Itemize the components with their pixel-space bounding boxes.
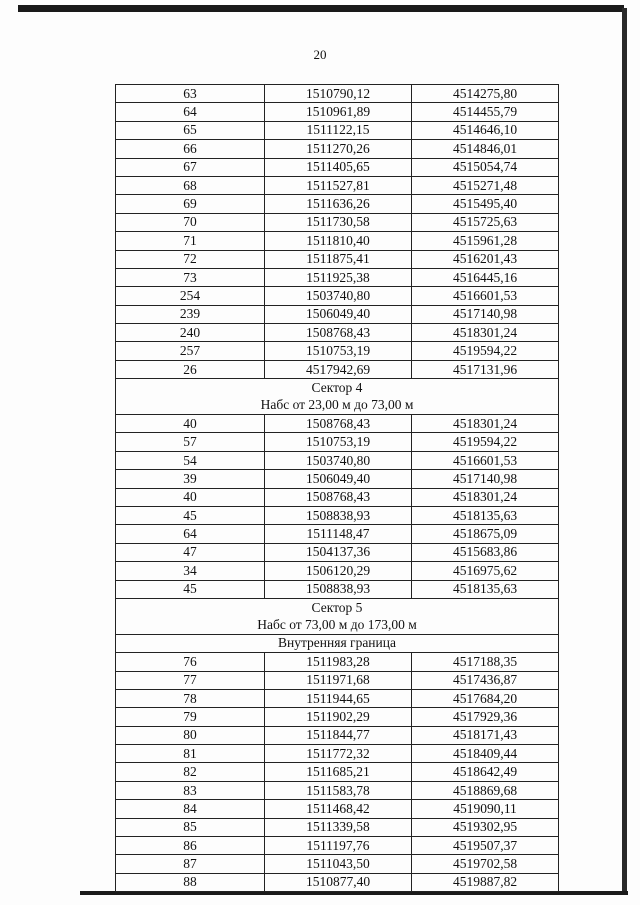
table-row	[116, 800, 559, 818]
y-coordinate-cell: 4518869,68	[412, 781, 559, 799]
x-coordinate-cell: 1508768,43	[265, 324, 412, 342]
table-row	[116, 158, 559, 176]
x-coordinate-cell: 1510877,40	[265, 873, 412, 891]
section-header-text: Сектор 4	[116, 379, 559, 397]
table-row	[116, 525, 559, 543]
x-coordinate-cell: 1506049,40	[265, 470, 412, 488]
y-coordinate-cell: 4518135,63	[412, 506, 559, 524]
y-coordinate-cell: 4515725,63	[412, 213, 559, 231]
point-number-cell: 69	[116, 195, 265, 213]
section-header-row	[116, 598, 559, 616]
point-number-cell: 72	[116, 250, 265, 268]
x-coordinate-cell: 1511925,38	[265, 268, 412, 286]
point-number-cell: 68	[116, 176, 265, 194]
point-number-cell: 80	[116, 726, 265, 744]
point-number-cell: 73	[116, 268, 265, 286]
table-row	[116, 305, 559, 323]
x-coordinate-cell: 1510961,89	[265, 103, 412, 121]
section-header-text: Набс от 23,00 м до 73,00 м	[116, 397, 559, 415]
y-coordinate-cell: 4514646,10	[412, 121, 559, 139]
y-coordinate-cell: 4515683,86	[412, 543, 559, 561]
y-coordinate-cell: 4518642,49	[412, 763, 559, 781]
y-coordinate-cell: 4517188,35	[412, 653, 559, 671]
x-coordinate-cell: 1508768,43	[265, 488, 412, 506]
x-coordinate-cell: 1511772,32	[265, 745, 412, 763]
table-row	[116, 85, 559, 103]
table-row	[116, 195, 559, 213]
point-number-cell: 45	[116, 506, 265, 524]
x-coordinate-cell: 1511844,77	[265, 726, 412, 744]
x-coordinate-cell: 1511148,47	[265, 525, 412, 543]
y-coordinate-cell: 4517436,87	[412, 671, 559, 689]
x-coordinate-cell: 1508838,93	[265, 580, 412, 598]
point-number-cell: 77	[116, 671, 265, 689]
x-coordinate-cell: 1511685,21	[265, 763, 412, 781]
x-coordinate-cell: 1511339,58	[265, 818, 412, 836]
x-coordinate-cell: 1511527,81	[265, 176, 412, 194]
y-coordinate-cell: 4515054,74	[412, 158, 559, 176]
page-number: 20	[313, 47, 327, 62]
y-coordinate-cell: 4519594,22	[412, 433, 559, 451]
x-coordinate-cell: 1508838,93	[265, 506, 412, 524]
y-coordinate-cell: 4516201,43	[412, 250, 559, 268]
point-number-cell: 86	[116, 837, 265, 855]
y-coordinate-cell: 4514455,79	[412, 103, 559, 121]
table-row	[116, 689, 559, 707]
point-number-cell: 63	[116, 85, 265, 103]
table-row	[116, 324, 559, 342]
point-number-cell: 66	[116, 140, 265, 158]
point-number-cell: 78	[116, 689, 265, 707]
section-header-text: Набс от 73,00 м до 173,00 м	[116, 616, 559, 634]
x-coordinate-cell: 1511405,65	[265, 158, 412, 176]
x-coordinate-cell: 1511983,28	[265, 653, 412, 671]
x-coordinate-cell: 4517942,69	[265, 360, 412, 378]
table-row	[116, 562, 559, 580]
scan-border-right	[622, 8, 627, 893]
table-row	[116, 415, 559, 433]
point-number-cell: 64	[116, 103, 265, 121]
point-number-cell: 70	[116, 213, 265, 231]
y-coordinate-cell: 4518409,44	[412, 745, 559, 763]
point-number-cell: 88	[116, 873, 265, 891]
point-number-cell: 240	[116, 324, 265, 342]
y-coordinate-cell: 4516975,62	[412, 562, 559, 580]
point-number-cell: 82	[116, 763, 265, 781]
y-coordinate-cell: 4519702,58	[412, 855, 559, 873]
table-row	[116, 451, 559, 469]
section-header-row	[116, 379, 559, 397]
coordinates-table	[115, 84, 559, 892]
x-coordinate-cell: 1511043,50	[265, 855, 412, 873]
table-row	[116, 873, 559, 891]
point-number-cell: 26	[116, 360, 265, 378]
section-header-text: Сектор 5	[116, 598, 559, 616]
x-coordinate-cell: 1511902,29	[265, 708, 412, 726]
x-coordinate-cell: 1511122,15	[265, 121, 412, 139]
point-number-cell: 71	[116, 232, 265, 250]
y-coordinate-cell: 4519302,95	[412, 818, 559, 836]
section-header-text: Внутренняя граница	[116, 634, 559, 652]
table-row	[116, 470, 559, 488]
table-row	[116, 250, 559, 268]
x-coordinate-cell: 1511636,26	[265, 195, 412, 213]
table-row	[116, 433, 559, 451]
table-row	[116, 763, 559, 781]
y-coordinate-cell: 4519594,22	[412, 342, 559, 360]
y-coordinate-cell: 4517929,36	[412, 708, 559, 726]
point-number-cell: 57	[116, 433, 265, 451]
y-coordinate-cell: 4517140,98	[412, 305, 559, 323]
x-coordinate-cell: 1510753,19	[265, 342, 412, 360]
table-row	[116, 818, 559, 836]
table-row	[116, 781, 559, 799]
x-coordinate-cell: 1506120,29	[265, 562, 412, 580]
table-row	[116, 488, 559, 506]
x-coordinate-cell: 1503740,80	[265, 451, 412, 469]
point-number-cell: 76	[116, 653, 265, 671]
point-number-cell: 79	[116, 708, 265, 726]
point-number-cell: 85	[116, 818, 265, 836]
point-number-cell: 87	[116, 855, 265, 873]
y-coordinate-cell: 4517131,96	[412, 360, 559, 378]
y-coordinate-cell: 4515271,48	[412, 176, 559, 194]
table-row	[116, 103, 559, 121]
point-number-cell: 83	[116, 781, 265, 799]
x-coordinate-cell: 1511730,58	[265, 213, 412, 231]
point-number-cell: 45	[116, 580, 265, 598]
table-row	[116, 855, 559, 873]
x-coordinate-cell: 1511875,41	[265, 250, 412, 268]
x-coordinate-cell: 1503740,80	[265, 287, 412, 305]
x-coordinate-cell: 1510753,19	[265, 433, 412, 451]
point-number-cell: 81	[116, 745, 265, 763]
table-row	[116, 176, 559, 194]
x-coordinate-cell: 1511197,76	[265, 837, 412, 855]
x-coordinate-cell: 1511810,40	[265, 232, 412, 250]
table-row	[116, 213, 559, 231]
y-coordinate-cell: 4518135,63	[412, 580, 559, 598]
y-coordinate-cell: 4516601,53	[412, 287, 559, 305]
table-row	[116, 653, 559, 671]
section-header-row	[116, 616, 559, 634]
table-row	[116, 121, 559, 139]
point-number-cell: 34	[116, 562, 265, 580]
y-coordinate-cell: 4518301,24	[412, 324, 559, 342]
table-row	[116, 287, 559, 305]
x-coordinate-cell: 1508768,43	[265, 415, 412, 433]
x-coordinate-cell: 1511944,65	[265, 689, 412, 707]
section-header-row	[116, 397, 559, 415]
y-coordinate-cell: 4519887,82	[412, 873, 559, 891]
x-coordinate-cell: 1504137,36	[265, 543, 412, 561]
point-number-cell: 84	[116, 800, 265, 818]
point-number-cell: 40	[116, 488, 265, 506]
y-coordinate-cell: 4516601,53	[412, 451, 559, 469]
table-row	[116, 837, 559, 855]
x-coordinate-cell: 1506049,40	[265, 305, 412, 323]
table-row	[116, 232, 559, 250]
point-number-cell: 47	[116, 543, 265, 561]
y-coordinate-cell: 4517684,20	[412, 689, 559, 707]
table-row	[116, 506, 559, 524]
y-coordinate-cell: 4515495,40	[412, 195, 559, 213]
table-row	[116, 671, 559, 689]
x-coordinate-cell: 1511971,68	[265, 671, 412, 689]
y-coordinate-cell: 4518301,24	[412, 415, 559, 433]
table-row	[116, 140, 559, 158]
y-coordinate-cell: 4519090,11	[412, 800, 559, 818]
table-row	[116, 342, 559, 360]
y-coordinate-cell: 4519507,37	[412, 837, 559, 855]
table-row	[116, 580, 559, 598]
table-row	[116, 745, 559, 763]
point-number-cell: 64	[116, 525, 265, 543]
table-row	[116, 543, 559, 561]
point-number-cell: 67	[116, 158, 265, 176]
x-coordinate-cell: 1511583,78	[265, 781, 412, 799]
table-row	[116, 708, 559, 726]
y-coordinate-cell: 4515961,28	[412, 232, 559, 250]
scan-border-top	[18, 5, 624, 12]
point-number-cell: 239	[116, 305, 265, 323]
coordinates-table-body	[116, 85, 559, 892]
section-header-row	[116, 634, 559, 652]
table-row	[116, 360, 559, 378]
y-coordinate-cell: 4518675,09	[412, 525, 559, 543]
point-number-cell: 54	[116, 451, 265, 469]
x-coordinate-cell: 1511468,42	[265, 800, 412, 818]
point-number-cell: 65	[116, 121, 265, 139]
point-number-cell: 254	[116, 287, 265, 305]
y-coordinate-cell: 4516445,16	[412, 268, 559, 286]
table-row	[116, 726, 559, 744]
point-number-cell: 257	[116, 342, 265, 360]
x-coordinate-cell: 1510790,12	[265, 85, 412, 103]
y-coordinate-cell: 4518301,24	[412, 488, 559, 506]
y-coordinate-cell: 4517140,98	[412, 470, 559, 488]
table-row	[116, 268, 559, 286]
y-coordinate-cell: 4514275,80	[412, 85, 559, 103]
point-number-cell: 39	[116, 470, 265, 488]
point-number-cell: 40	[116, 415, 265, 433]
y-coordinate-cell: 4518171,43	[412, 726, 559, 744]
x-coordinate-cell: 1511270,26	[265, 140, 412, 158]
y-coordinate-cell: 4514846,01	[412, 140, 559, 158]
